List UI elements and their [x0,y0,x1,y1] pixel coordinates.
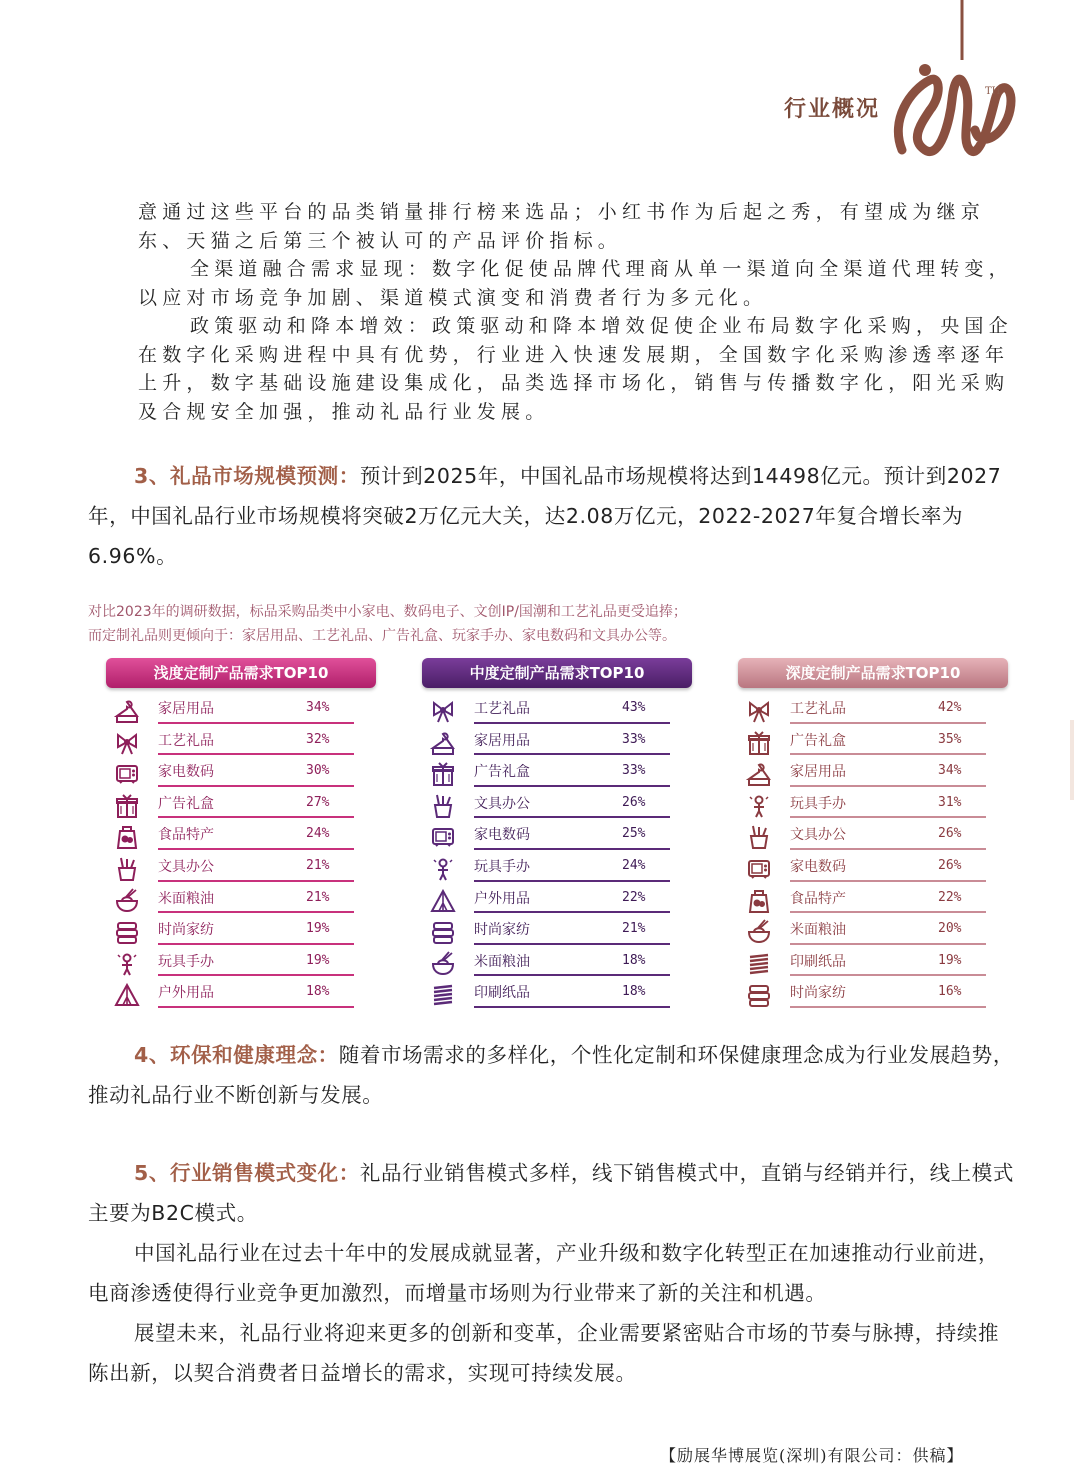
percent-value: 43% [622,700,646,715]
table-row [738,820,1008,852]
row-divider [158,785,354,787]
row-divider [158,943,354,945]
table-row [106,915,376,947]
row-divider [158,880,354,882]
section-label: 行业概况 [784,96,881,122]
percent-value: 18% [622,952,646,968]
bow-icon [114,730,140,756]
table-row [738,884,1008,916]
section5-paragraph-3: 展望未来，礼品行业将迎来更多的创新和变革，企业需要紧密贴合市场的节奏与脉搏，持续推陈出新，以契合消费者日益增长的需求，实现可持续发展。 [88,1321,1000,1385]
percent-value: 34% [938,763,962,779]
hanger-icon [114,698,140,724]
section5-heading: 5、行业销售模式变化： [134,1161,360,1185]
section5-paragraph [88,1153,1018,1233]
percent-value: 34% [306,700,330,715]
category-label: 印刷纸品 [790,953,846,970]
row-divider [474,1006,670,1008]
category-label: 食品特产 [790,890,846,907]
category-label: 玩具手办 [790,795,846,812]
appliance-icon [746,856,772,882]
anniversary-logo-icon [880,0,1020,170]
section5-paragraph-2: 中国礼品行业在过去十年中的发展成就显著，产业升级和数字化转型正在加速推动行业前进，电商渗透使得行业竞争更加激烈，而增量市场则为行业带来了新的关注和机遇。 [88,1241,1000,1305]
percent-value: 26% [938,826,962,842]
category-label: 家居用品 [158,701,214,717]
table-row [738,978,1008,1010]
category-label: 文具办公 [790,827,846,844]
table-row [422,694,692,726]
bow-icon [746,698,772,724]
percent-value: 21% [306,857,330,873]
percent-value: 42% [938,700,962,715]
table-row [106,978,376,1010]
row-divider [474,911,670,913]
rice-bowl-icon [114,888,140,914]
giftbox-icon [746,730,772,756]
textile-icon [114,919,140,945]
row-divider [474,753,670,755]
percent-value: 19% [306,952,330,968]
stationery-icon [746,824,772,850]
row-divider [474,848,670,850]
category-label: 家居用品 [790,764,846,781]
light-table-title: 浅度定制产品需求TOP10 [106,658,376,688]
table-row [106,726,376,758]
textile-icon [430,919,456,945]
logo-th-mark: TH [985,86,1001,97]
percent-value: 25% [622,826,646,842]
deep-customization-table [738,658,1008,1010]
row-divider [790,785,986,787]
table-row [422,757,692,789]
row-divider [158,848,354,850]
rice-bowl-icon [430,951,456,977]
percent-value: 19% [306,921,330,937]
row-divider [790,753,986,755]
survey-note-line1: 对比2023年的调研数据，标品采购品类中小家电、数码电子、文创IP/国潮和工艺礼品更受追捧； [88,604,687,620]
category-label: 工艺礼品 [158,732,214,749]
percent-value: 33% [622,731,646,747]
survey-note-line2: 而定制礼品则更倾向于：家居用品、工艺礼品、广告礼盒、玩家手办、家电数码和文具办公等。 [88,628,676,644]
percent-value: 16% [938,984,962,1000]
percent-value: 18% [622,984,646,1000]
row-divider [158,911,354,913]
giftbox-icon [114,793,140,819]
category-label: 时尚家纺 [474,922,530,939]
category-label: 文具办公 [474,795,530,812]
section3-paragraph [88,456,1018,576]
category-label: 家电数码 [158,764,214,781]
percent-value: 22% [622,889,646,905]
category-label: 广告礼盒 [158,795,214,812]
percent-value: 19% [938,952,962,968]
section4-body: 随着市场需求的多样化，个性化定制和环保健康理念成为行业发展趋势，推动礼品行业不断创新与发展。 [88,1043,1014,1107]
table-row [422,852,692,884]
appliance-icon [430,824,456,850]
table-row [106,884,376,916]
section5-body: 礼品行业销售模式多样，线下销售模式中，直销与经销并行，线上模式主要为B2C模式。 [88,1161,1014,1225]
table-row [738,757,1008,789]
category-label: 米面粮油 [474,953,530,970]
percent-value: 20% [938,921,962,937]
table-row [422,947,692,979]
medium-table-title: 中度定制产品需求TOP10 [422,658,692,688]
table-row [422,978,692,1010]
textile-icon [746,982,772,1008]
percent-value: 18% [306,984,330,1000]
category-label: 家居用品 [474,732,530,749]
hanger-icon [746,761,772,787]
row-divider [474,722,670,724]
category-label: 工艺礼品 [790,701,846,717]
medium-customization-table [422,658,692,1010]
row-divider [790,974,986,976]
table-row [422,884,692,916]
intro-paragraph-3: 政策驱动和降本增效：政策驱动和降本增效促使企业布局数字化采购，央国企在数字化采购进程中具有优势，行业进入快速发展期，全国数字化采购渗透率逐年上升，数字基础设施建设集成化，品类选择市场化，销售与传播数字化，阳光采购及合规安全加强，推动礼品行业发展。 [138,315,1013,423]
rice-bowl-icon [746,919,772,945]
bow-icon [430,698,456,724]
row-divider [474,880,670,882]
footer-credit: 【励展华博展览(深圳)有限公司：供稿】 [660,1446,964,1465]
category-label: 家电数码 [474,827,530,844]
category-label: 食品特产 [158,827,214,844]
category-label: 印刷纸品 [474,985,530,1002]
table-row [738,915,1008,947]
category-label: 家电数码 [790,858,846,875]
percent-value: 22% [938,889,962,905]
percent-value: 31% [938,794,962,810]
food-bag-icon [746,888,772,914]
table-row [738,726,1008,758]
table-row [738,852,1008,884]
paper-stack-icon [746,951,772,977]
table-row [106,757,376,789]
percent-value: 32% [306,731,330,747]
row-divider [158,753,354,755]
deep-table-title: 深度定制产品需求TOP10 [738,658,1008,688]
category-label: 户外用品 [474,890,530,907]
table-row [422,820,692,852]
category-label: 广告礼盒 [790,732,846,749]
intro-paragraph-1: 意通过这些平台的品类销量排行榜来选品；小红书作为后起之秀，有望成为继京东、天猫之后第三个被认可的产品评价指标。 [138,201,986,252]
percent-value: 26% [938,857,962,873]
tent-icon [114,982,140,1008]
section4-paragraph [88,1035,1018,1115]
category-label: 时尚家纺 [790,985,846,1002]
row-divider [790,943,986,945]
row-divider [158,722,354,724]
category-label: 户外用品 [158,985,214,1002]
row-divider [474,943,670,945]
percent-value: 24% [306,826,330,842]
percent-value: 30% [306,763,330,779]
table-row [106,852,376,884]
table-row [738,694,1008,726]
category-label: 米面粮油 [158,890,214,907]
percent-value: 21% [306,889,330,905]
percent-value: 24% [622,857,646,873]
row-divider [790,816,986,818]
intro-paragraph-2: 全渠道融合需求显现：数字化促使品牌代理商从单一渠道向全渠道代理转变，以应对市场竞争加剧、渠道模式演变和消费者行为多元化。 [138,258,1013,309]
percent-value: 27% [306,794,330,810]
section4-heading: 4、环保和健康理念： [134,1043,339,1067]
percent-value: 33% [622,763,646,779]
giftbox-icon [430,761,456,787]
table-row [738,789,1008,821]
table-row [106,820,376,852]
row-divider [790,911,986,913]
row-divider [158,816,354,818]
category-label: 文具办公 [158,858,214,875]
row-divider [790,722,986,724]
category-label: 广告礼盒 [474,764,530,781]
table-row [106,789,376,821]
row-divider [790,848,986,850]
category-label: 米面粮油 [790,922,846,939]
category-label: 玩具手办 [158,953,214,970]
figure-icon [114,951,140,977]
hanger-icon [430,730,456,756]
tent-icon [430,888,456,914]
row-divider [790,1006,986,1008]
row-divider [474,816,670,818]
stationery-icon [114,856,140,882]
category-label: 工艺礼品 [474,701,530,717]
row-divider [158,974,354,976]
row-divider [158,1006,354,1008]
section3-heading: 3、礼品市场规模预测： [134,464,360,488]
stationery-icon [430,793,456,819]
percent-value: 26% [622,794,646,810]
table-row [738,947,1008,979]
light-customization-table [106,658,376,1010]
table-row [422,726,692,758]
percent-value: 35% [938,731,962,747]
paper-stack-icon [430,982,456,1008]
percent-value: 21% [622,921,646,937]
table-row [422,789,692,821]
table-row [422,915,692,947]
row-divider [474,974,670,976]
category-label: 时尚家纺 [158,922,214,939]
appliance-icon [114,761,140,787]
section3-body: 预计到2025年，中国礼品市场规模将达到14498亿元。预计到2027年，中国礼品行业市场规模将突破2万亿元大关，达2.08万亿元，2022-2027年复合增长率为6.96%。 [88,464,1002,568]
food-bag-icon [114,824,140,850]
row-divider [474,785,670,787]
page-edge [1070,720,1074,800]
figure-icon [746,793,772,819]
row-divider [790,880,986,882]
table-row [106,947,376,979]
figure-icon [430,856,456,882]
table-row [106,694,376,726]
category-label: 玩具手办 [474,858,530,875]
survey-note [88,600,988,648]
